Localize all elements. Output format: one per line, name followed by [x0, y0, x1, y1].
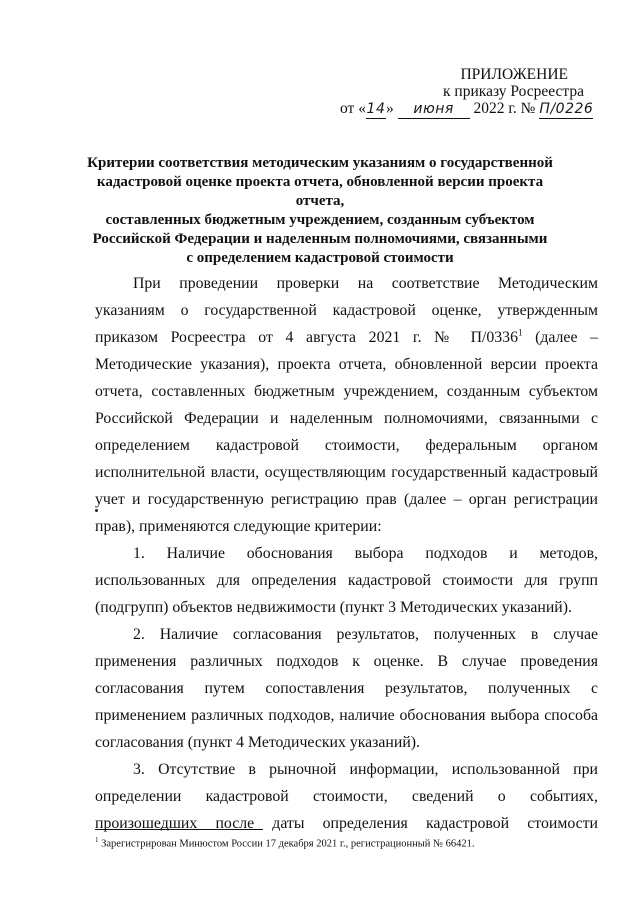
title-line: Критерии соответствия методическим указаниям о государственной	[87, 155, 553, 171]
footnote-ref: 1	[517, 327, 523, 338]
footnote-text: Зарегистрирован Минюстом России 17 декабря 2021 г., регистрационный № 66421.	[98, 838, 475, 850]
handwritten-day: 14	[366, 101, 386, 117]
footnote-divider	[95, 829, 263, 830]
scan-mark	[95, 509, 98, 512]
header-line-2: к приказу Росреестра	[443, 83, 584, 100]
criterion-1: 1. Наличие обоснования выбора подходов и методов, использованных для определения кадастровой стоимости для групп (подгрупп) объектов недвижимости (пункт 3 Методических указаний).	[95, 545, 598, 616]
intro-text: При проведении проверки на соответствие Методическим указаниям о государственной кадастровой оценке, утвержденным приказом Росреестра от 4 августа 2021 г. № П/0336	[95, 275, 598, 346]
intro-paragraph	[95, 270, 598, 540]
handwritten-month: июня	[398, 101, 470, 119]
title-line: кадастровой оценке проекта отчета, обновленной версии проекта отчета,	[96, 174, 544, 209]
criterion-2: 2. Наличие согласования результатов, полученных в случае применения различных подходов к оценке. В случае проведения согласования путем сопоставления результатов, полученных с применением различных подходов, наличие обоснования выбора способа согласования (пункт 4 Методических указаний).	[95, 626, 598, 751]
title-line: составленных бюджетным учреждением, созданным субъектом	[105, 212, 535, 228]
document-body	[95, 270, 598, 837]
title-line: с определением кадастровой стоимости	[186, 250, 454, 266]
date-close: »	[385, 100, 394, 117]
year-text: 2022 г. №	[473, 100, 536, 117]
intro-text-cont: (далее – Методические указания), проекта отчета, обновленной версии проекта отчета, составленных бюджетным учреждением, созданным субъектом Российской Федерации и наделенным полномочиями, связанными с определением кадастровой стоимости, федеральным органом исполнительной власти, осуществляющим государственный кадастровый учет и государственную регистрацию прав (далее – орган регистрации прав), применяются следующие критерии:	[95, 329, 598, 535]
criterion-3: 3. Отсутствие в рыночной информации, использованной при определении кадастровой стоимости, сведений о событиях, произошедших после даты определения кадастровой стоимости	[95, 761, 598, 832]
handwritten-order-number: П/0226	[539, 101, 594, 117]
footnote	[95, 834, 600, 851]
title-line: Российской Федерации и наделенным полномочиями, связанными	[92, 231, 548, 247]
footnote-number: 1	[95, 836, 99, 844]
date-prefix: от «	[340, 100, 366, 117]
header-date-row	[340, 100, 594, 119]
document-title	[80, 154, 560, 268]
header-line-1: ПРИЛОЖЕНИЕ	[460, 66, 568, 83]
attachment-header	[340, 66, 594, 119]
